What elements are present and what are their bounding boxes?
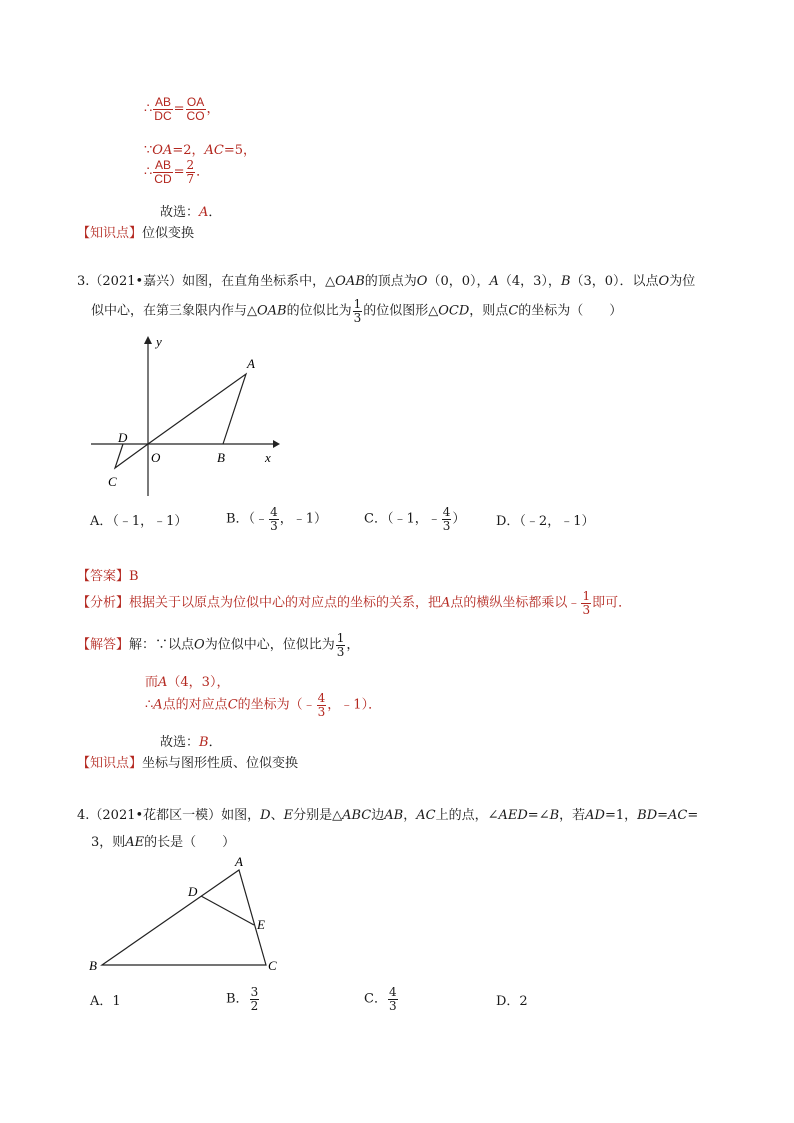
q3-analysis: 【分析】根据关于以原点为位似中心的对应点的坐标的关系，把A点的横纵坐标都乘以﹣ $\frac{1}{3}$ 即可． [77,589,632,617]
q3-option-c[interactable]: C．（﹣1，﹣ $\frac{4}{3}$ ） [364,505,466,533]
label-a: A [247,356,255,371]
fraction-one-third: $\frac{1}{3}$ [582,589,591,617]
label-o: O [151,450,161,465]
q3-choose-line: 故选：B． [160,735,222,750]
q3-stem-line-1: 3.（2021•嘉兴）如图，在直角坐标系中，△OAB的顶点为O（0，0），A（4，3），B（3，0）．以点O为位 [77,274,696,289]
fraction-one-third: $\frac{1}{3}$ [336,631,345,659]
label-d: D [188,884,198,899]
label-c: C [268,958,277,973]
fraction-four-thirds: $\frac{4}{3}$ [388,985,397,1013]
fraction-oa-co: $\frac{OA}{CO}$ [186,95,205,123]
fraction-four-thirds: $\frac{4}{3}$ [270,505,278,533]
fraction-ab-cd: $\frac{AB}{CD}$ [154,158,172,186]
x-axis-arrow [273,440,280,448]
fraction-ab-dc: $\frac{AB}{DC}$ [154,95,172,123]
label-e: E [257,917,265,932]
q4-option-b[interactable]: B． $\frac{3}{2}$ [226,985,259,1013]
label-b: B [217,450,225,465]
prev-given-line: ∵OA=2，AC=5， [144,143,257,158]
prev-ratio-line-1: ∴ $\frac{AB}{DC}$ = $\frac{OA}{CO}$ ， [144,95,220,123]
q4-stem-line-2: 3，则AE的长是（ ） [91,835,236,850]
q3-answer: 【答案】B [77,569,139,584]
label-a: A [235,854,243,869]
prev-knowledge-point: 【知识点】位似变换 [77,226,195,241]
label-y: y [156,334,162,349]
label-x: x [265,450,271,465]
q4-triangle-figure [85,850,285,978]
q3-option-a[interactable]: A．（﹣1，﹣1） [90,514,188,529]
q4-option-d[interactable]: D．2 [496,994,528,1009]
prev-choose-line: 故选：A． [160,205,222,220]
q3-solution-line-3: ∴A点的对应点C的坐标为（﹣ $\frac{4}{3}$ ，﹣1）． [145,691,382,719]
fraction-four-thirds: $\frac{4}{3}$ [317,691,326,719]
prev-ratio-line-2: ∴ $\frac{AB}{CD}$ = $\frac{2}{7}$ ． [144,158,210,186]
q3-option-b[interactable]: B．（﹣ $\frac{4}{3}$ ，﹣1） [226,505,327,533]
q3-solution-line-1: 【解答】解：∵以点O为位似中心，位似比为 $\frac{1}{3}$ ， [77,631,360,659]
label-d: D [118,430,128,445]
q4-option-a[interactable]: A．1 [90,994,121,1009]
q4-option-c[interactable]: C． $\frac{4}{3}$ [364,985,397,1013]
q3-solution-line-2: 而A（4，3）， [145,675,230,690]
q4-stem-line-1: 4.（2021•花都区一模）如图，D、E分别是△ABC边AB，AC上的点，∠AED=∠B，若AD=1，BD=AC= [77,808,699,823]
y-axis-arrow [144,336,152,344]
label-b: B [89,958,97,973]
fraction-2-7: $\frac{2}{7}$ [186,158,195,186]
q3-stem-line-2: 似中心，在第三象限内作与△OAB的位似比为 $\frac{1}{3}$ 的位似图形△OCD，则点C的坐标为（ ） [91,297,623,325]
fraction-three-halves: $\frac{3}{2}$ [250,985,259,1013]
triangle-oab [148,374,246,444]
q3-option-d[interactable]: D．（﹣2，﹣1） [496,514,595,529]
fraction-one-third: $\frac{1}{3}$ [353,297,362,325]
q3-coordinate-figure [85,330,285,500]
label-c: C [108,474,117,489]
q3-knowledge-point: 【知识点】坐标与图形性质、位似变换 [77,756,299,771]
triangle-ocd [115,444,148,468]
fraction-four-thirds: $\frac{4}{3}$ [442,505,451,533]
segment-de [201,896,254,925]
